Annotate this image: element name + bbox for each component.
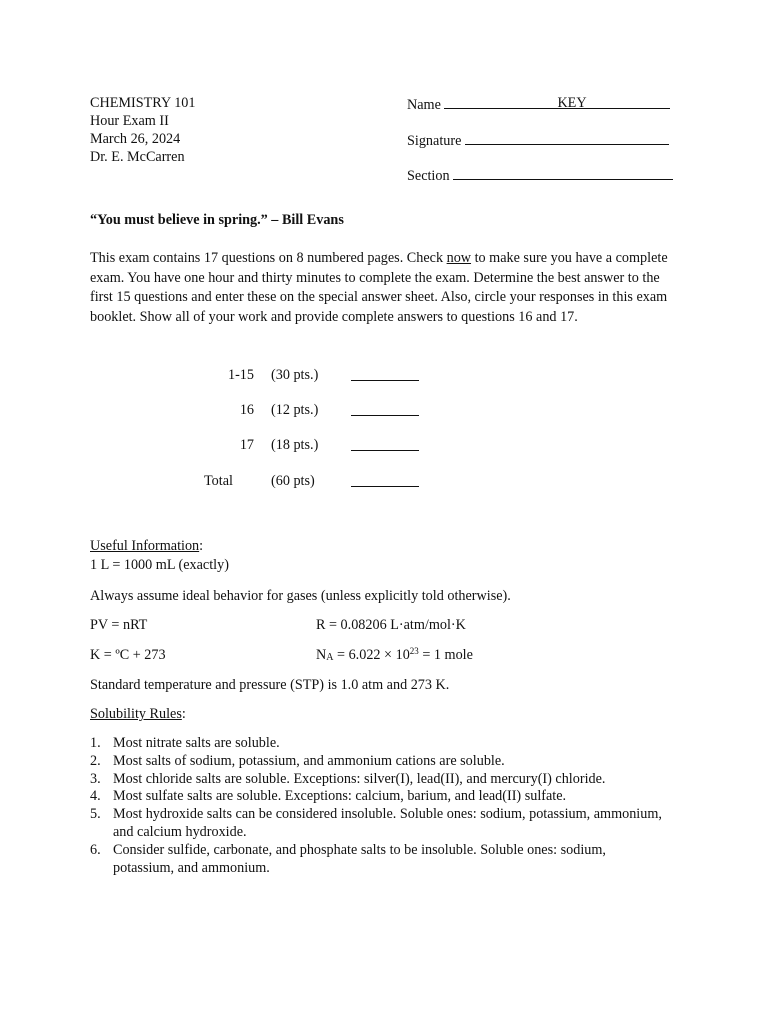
score-total-blank[interactable] (351, 472, 419, 487)
name-field[interactable] (444, 94, 670, 109)
list-item: 1. Most nitrate salts are soluble. (90, 735, 280, 751)
signature-field-row (407, 130, 669, 150)
signature-field[interactable] (465, 130, 669, 145)
avogadro-number: $N_A = 6.022 \times 10^{23} = 1$ mole (316, 646, 473, 663)
instructions-emphasis: now (446, 250, 472, 266)
kelvin-conversion: K = ºC + 273 (90, 647, 166, 663)
section-field[interactable] (453, 165, 673, 180)
list-item: 2. Most salts of sodium, potassium, and ammonium cations are soluble. (90, 752, 505, 769)
exam-date: March 26, 2024 (90, 131, 181, 147)
name-value: KEY (557, 95, 587, 111)
score-label: 1-15 (227, 367, 254, 383)
score-points: (30 pts.) (271, 367, 319, 383)
score-label: 16 (239, 402, 254, 418)
exam-title: Hour Exam II (90, 113, 169, 129)
score-total-points: (60 pts) (271, 473, 315, 489)
score-points: (18 pts.) (271, 437, 319, 453)
solubility-heading: Solubility Rules: (90, 706, 186, 722)
ideal-gas-law: PV = nRT (90, 617, 148, 633)
section-label: Section (407, 168, 450, 184)
list-item: 3. Most chloride salts are soluble. Exceptions: silver(I), lead(II), and mercury(I) chloride. (90, 770, 606, 787)
instructions-part1: This exam contains 17 questions on 8 numbered pages. Check (90, 250, 447, 266)
instructor-name: Dr. E. McCarren (90, 149, 185, 165)
score-label: 17 (239, 437, 254, 453)
exam-instructions (90, 249, 670, 327)
useful-info-heading: Useful Information: (90, 538, 204, 554)
name-label: Name (407, 97, 441, 113)
ideal-gas-note: Always assume ideal behavior for gases (unless explicitly told otherwise). (90, 588, 511, 604)
score-points: (12 pts.) (271, 402, 319, 418)
instructions-part2: to make sure you have a complete exam. You have one hour and thirty minutes to complete the exam. Determine the best answer to the first 15 questions and enter these on the special answer sheet. Also, circle your responses in this exam booklet. Show all of your work and provide complete answers to questions 16 and 17. (90, 250, 668, 325)
signature-label: Signature (407, 133, 462, 149)
score-blank[interactable] (351, 366, 419, 381)
list-item: 4. Most sulfate salts are soluble. Exceptions: calcium, barium, and lead(II) sulfate. (90, 788, 567, 805)
name-field-row (407, 94, 670, 114)
list-item: 6. Consider sulfide, carbonate, and phosphate salts to be insoluble. Soluble ones: sodium, potassium, and ammonium. (90, 841, 606, 876)
volume-conversion: 1 L = 1000 mL (exactly) (90, 557, 229, 573)
score-blank[interactable] (351, 436, 419, 451)
gas-constant: R = 0.08206 L·atm/mol·K (316, 617, 466, 633)
course-title: CHEMISTRY 101 (90, 95, 196, 111)
score-total-label: Total (204, 473, 233, 489)
score-blank[interactable] (351, 401, 419, 416)
section-field-row (407, 165, 673, 185)
list-item: 5. Most hydroxide salts can be considered insoluble. Soluble ones: sodium, potassium, ammonium, and calcium hydroxide. (90, 806, 662, 840)
solubility-rules-list (90, 735, 670, 877)
stp-definition: Standard temperature and pressure (STP) is 1.0 atm and 273 K. (90, 677, 450, 693)
epigraph-quote: “You must believe in spring.” – Bill Evans (90, 212, 344, 228)
